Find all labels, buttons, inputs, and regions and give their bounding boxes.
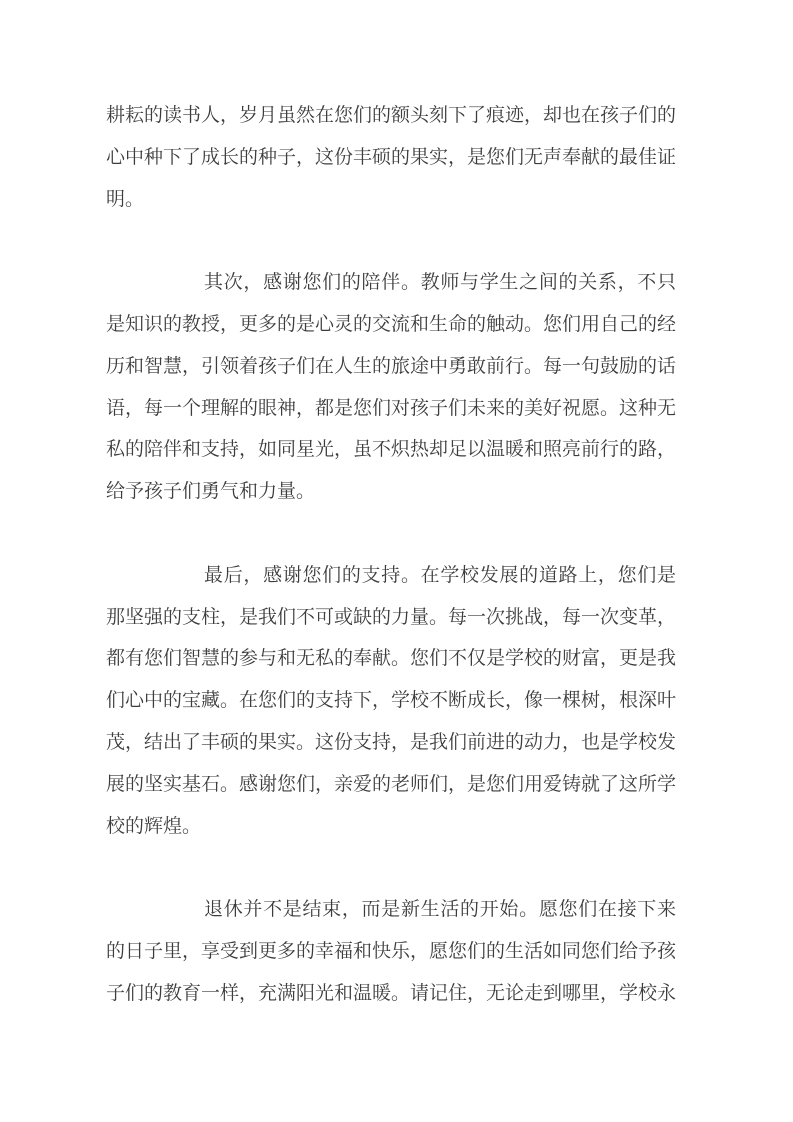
paragraph: 退休并不是结束，而是新生活的开始。愿您们在接下来的日子里，享受到更多的幸福和快乐，愿您们的生活如同您们给予孩子们的教育一样，充满阳光和温暖。请记住，无论走到哪里，学校永 — [106, 899, 677, 1004]
paragraph: 最后，感谢您们的支持。在学校发展的道路上，您们是那坚强的支柱，是我们不可或缺的力量。每一次挑战，每一次变革，都有您们智慧的参与和无私的奉献。您们不仅是学校的财富，更是我们心中的宝藏。在您们的支持下，学校不断成长，像一棵树，根深叶茂，结出了丰硕的果实。这份支持，是我们前进的动力，也是学校发展的坚实基石。感谢您们，亲爱的老师们，是您们用爱铸就了这所学校的辉煌。 — [106, 564, 677, 837]
paragraph: 耕耘的读书人，岁月虽然在您们的额头刻下了痕迹，却也在孩子们的心中种下了成长的种子，这份丰硕的果实，是您们无声奉献的最佳证明。 — [106, 105, 677, 210]
paragraph: 其次，感谢您们的陪伴。教师与学生之间的关系，不只是知识的教授，更多的是心灵的交流和生命的触动。您们用自己的经历和智慧，引领着孩子们在人生的旅途中勇敢前行。每一句鼓励的话语，每一个理解的眼神，都是您们对孩子们未来的美好祝愿。这种无私的陪伴和支持，如同星光，虽不炽热却足以温暖和照亮前行的路，给予孩子们勇气和力量。 — [106, 272, 677, 503]
document-body — [106, 95, 676, 1056]
